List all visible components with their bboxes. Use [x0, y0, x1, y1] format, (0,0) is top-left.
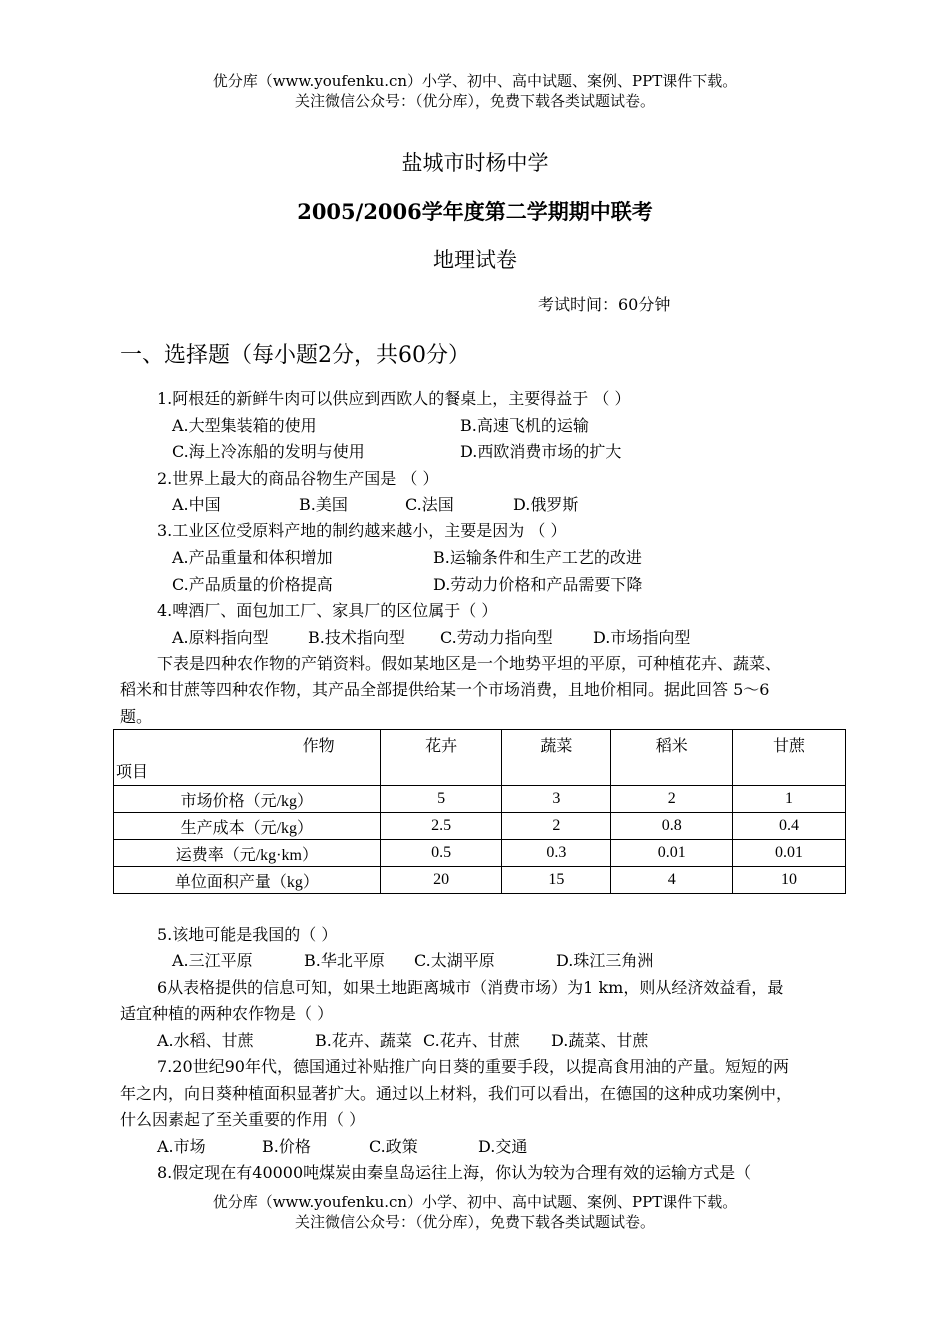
footer-line-1: 优分库（www.youfenku.cn）小学、初中、高中试题、案例、PPT课件下载。 — [212, 1193, 738, 1211]
q2-option-c: C.法国 — [405, 495, 454, 514]
q1-stem: 1.阿根廷的新鲜牛肉可以供应到西欧人的餐桌上，主要得益于 （ ） — [157, 389, 631, 408]
q7-line-3: 什么因素起了至关重要的作用（ ） — [120, 1110, 366, 1129]
school-name: 盐城市时杨中学 — [401, 151, 549, 175]
q7-option-a: A.市场 — [157, 1137, 206, 1156]
exam-title: 2005/2006学年度第二学期期中联考 — [297, 199, 653, 224]
row-label: 运费率（元/kg·km） — [114, 840, 381, 867]
column-header: 稻米 — [611, 730, 733, 786]
q1-option-c: C.海上冷冻船的发明与使用 — [172, 442, 365, 461]
q2-option-b: B.美国 — [299, 495, 348, 514]
table-cell: 0.8 — [611, 813, 733, 840]
q3-stem: 3.工业区位受原料产地的制约越来越小，主要是因为 （ ） — [157, 521, 567, 540]
column-header: 花卉 — [380, 730, 502, 786]
row-label: 市场价格（元/kg） — [114, 786, 381, 813]
crop-data-table — [113, 729, 846, 894]
intro-line-2: 稻米和甘蔗等四种农作物，其产品全部提供给某一个市场消费，且地价相同。据此回答 5～6 — [120, 680, 770, 699]
q6-option-c: C.花卉、甘蔗 — [423, 1031, 520, 1050]
exam-time: 考试时间：60分钟 — [538, 295, 671, 314]
q2-option-a: A.中国 — [172, 495, 221, 514]
table-cell: 2 — [502, 813, 611, 840]
table-row — [114, 786, 846, 813]
table-cell: 3 — [502, 786, 611, 813]
q7-line-2: 年之内，向日葵种植面积显著扩大。通过以上材料，我们可以看出，在德国的这种成功案例中， — [120, 1084, 793, 1103]
q3-option-a: A.产品重量和体积增加 — [172, 548, 333, 567]
table-cell: 0.5 — [380, 840, 502, 867]
table-cell: 2 — [611, 786, 733, 813]
q6-option-a: A.水稻、甘蔗 — [157, 1031, 254, 1050]
q4-option-d: D.市场指向型 — [593, 628, 691, 647]
q6-line-1: 6从表格提供的信息可知，如果土地距离城市（消费市场）为1 km，则从经济效益看，最 — [157, 978, 784, 997]
corner-label-crop: 作物 — [302, 738, 335, 755]
table-row — [114, 867, 846, 894]
q7-option-b: B.价格 — [262, 1137, 311, 1156]
q7-option-c: C.政策 — [369, 1137, 418, 1156]
footer-line-2: 关注微信公众号：（优分库），免费下载各类试题试卷。 — [294, 1213, 655, 1231]
table-cell: 0.01 — [733, 840, 846, 867]
table-corner-cell — [114, 730, 381, 786]
q6-option-b: B.花卉、蔬菜 — [315, 1031, 412, 1050]
header-line-1: 优分库（www.youfenku.cn）小学、初中、高中试题、案例、PPT课件下载。 — [212, 72, 738, 90]
q5-option-d: D.珠江三角洲 — [556, 951, 654, 970]
q3-option-b: B.运输条件和生产工艺的改进 — [433, 548, 642, 567]
table-cell: 20 — [380, 867, 502, 894]
table-header-row — [114, 730, 846, 786]
column-header: 甘蔗 — [733, 730, 846, 786]
intro-line-3: 题。 — [120, 707, 153, 726]
row-label: 单位面积产量（kg） — [114, 867, 381, 894]
table-row — [114, 840, 846, 867]
q1-option-b: B.高速飞机的运输 — [460, 416, 589, 435]
table-cell: 4 — [611, 867, 733, 894]
table-cell: 15 — [502, 867, 611, 894]
q4-stem: 4.啤酒厂、面包加工厂、家具厂的区位属于（ ） — [157, 601, 498, 620]
q4-option-b: B.技术指向型 — [308, 628, 405, 647]
q2-stem: 2.世界上最大的商品谷物生产国是 （ ） — [157, 469, 439, 488]
q5-option-b: B.华北平原 — [304, 951, 385, 970]
table-cell: 2.5 — [380, 813, 502, 840]
q1-option-a: A.大型集装箱的使用 — [172, 416, 317, 435]
table-cell: 0.3 — [502, 840, 611, 867]
q4-option-c: C.劳动力指向型 — [440, 628, 553, 647]
q4-option-a: A.原料指向型 — [172, 628, 269, 647]
q1-option-d: D.西欧消费市场的扩大 — [460, 442, 622, 461]
q3-option-d: D.劳动力价格和产品需要下降 — [433, 575, 643, 594]
corner-label-item: 项目 — [116, 764, 149, 781]
table-row — [114, 813, 846, 840]
q7-option-d: D.交通 — [478, 1137, 528, 1156]
table-cell: 10 — [733, 867, 846, 894]
subject-title: 地理试卷 — [433, 248, 517, 272]
q8-stem: 8.假定现在有40000吨煤炭由秦皇岛运往上海，你认为较为合理有效的运输方式是（ — [157, 1163, 752, 1182]
table-cell: 0.01 — [611, 840, 733, 867]
table-cell: 5 — [380, 786, 502, 813]
row-label: 生产成本（元/kg） — [114, 813, 381, 840]
header-line-2: 关注微信公众号：（优分库），免费下载各类试题试卷。 — [294, 92, 655, 110]
table-cell: 0.4 — [733, 813, 846, 840]
table-cell: 1 — [733, 786, 846, 813]
q5-option-a: A.三江平原 — [172, 951, 253, 970]
column-header: 蔬菜 — [502, 730, 611, 786]
q3-option-c: C.产品质量的价格提高 — [172, 575, 333, 594]
intro-line-1: 下表是四种农作物的产销资料。假如某地区是一个地势平坦的平原，可种植花卉、蔬菜、 — [157, 654, 782, 673]
section-heading: 一、选择题（每小题2分，共60分） — [120, 343, 470, 368]
q7-line-1: 7.20世纪90年代，德国通过补贴推广向日葵的重要手段，以提高食用油的产量。短短的两 — [157, 1057, 789, 1076]
q2-option-d: D.俄罗斯 — [513, 495, 579, 514]
q5-stem: 5.该地可能是我国的（ ） — [157, 925, 338, 944]
q6-option-d: D.蔬菜、甘蔗 — [551, 1031, 649, 1050]
q6-line-2: 适宜种植的两种农作物是（ ） — [120, 1004, 334, 1023]
q5-option-c: C.太湖平原 — [414, 951, 495, 970]
